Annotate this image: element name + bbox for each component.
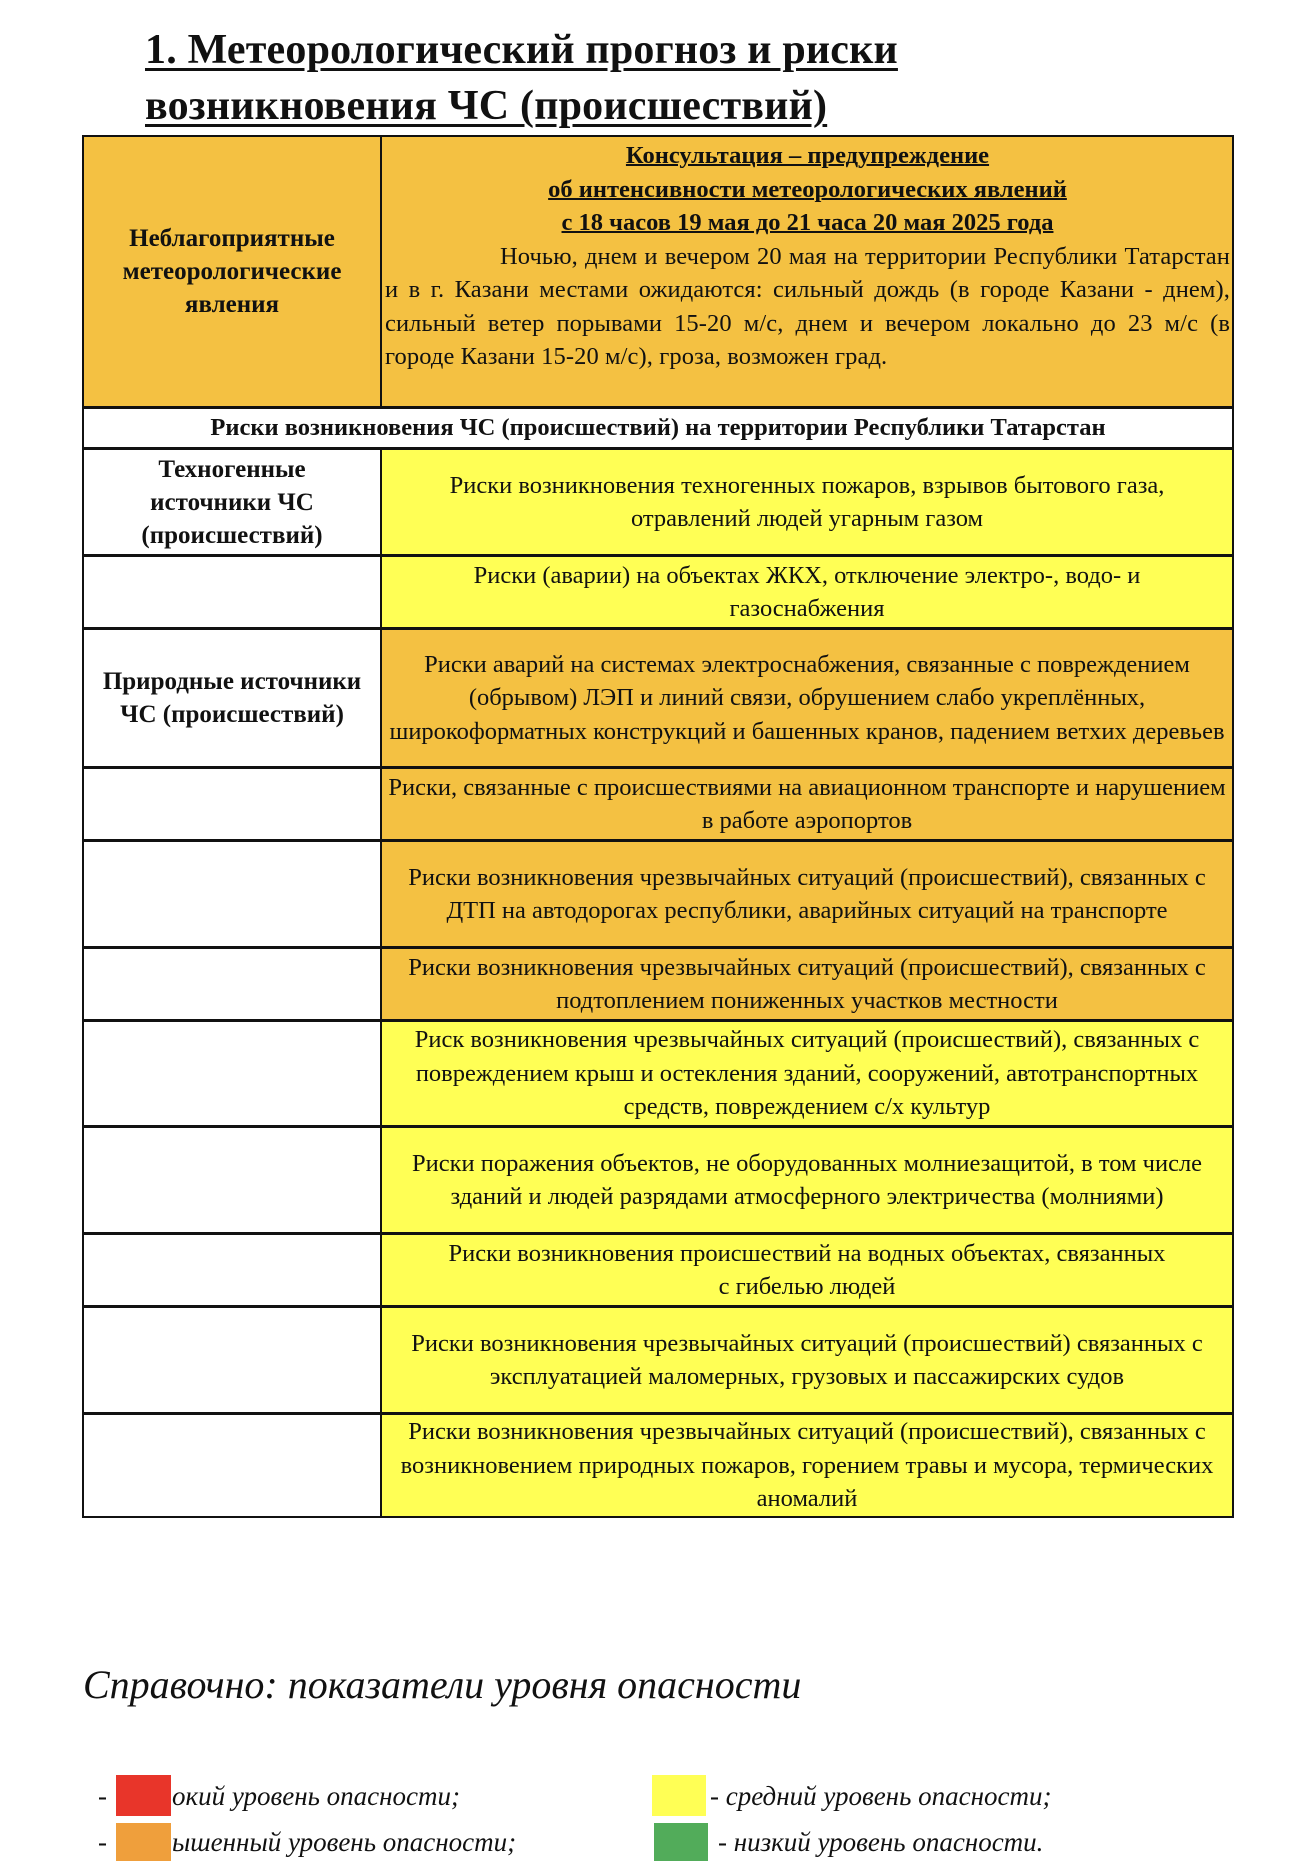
risk-table (82, 135, 1234, 1518)
header-line: явления (184, 291, 280, 318)
category-cell: Природные источники ЧС (происшествий) (84, 630, 382, 766)
table-row (84, 630, 1232, 769)
risk-text: Риски, связанные с происшествиями на авиационном транспорте и нарушением в работе аэропортов (382, 769, 1232, 839)
risks-section-header (84, 409, 1232, 450)
risk-text: Риски возникновения происшествий на водных объектах, связанных с гибелью людей (382, 1235, 1232, 1305)
table-row (84, 557, 1232, 630)
table-row (84, 1235, 1232, 1308)
risks-section-title: Риски возникновения ЧС (происшествий) на территории Республики Татарстан (210, 414, 1106, 441)
category-cell (84, 1022, 382, 1125)
table-row (84, 1128, 1232, 1235)
risk-text: Риски возникновения чрезвычайных ситуаций (происшествий), связанных с ДТП на автодорогах республики, аварийных ситуаций на транспорте (382, 842, 1232, 946)
table-row (84, 842, 1232, 949)
risk-text: Риски возникновения чрезвычайных ситуаций (происшествий), связанных с подтоплением пониженных участков местности (382, 949, 1232, 1019)
risk-text: Риски аварий на системах электроснабжения, связанные с повреждением (обрывом) ЛЭП и линий связи, обрушением слабо укреплённых, широкоформатных конструкций и башенных кранов, падением ветхих деревьев (382, 630, 1232, 766)
risk-text: Риски возникновения чрезвычайных ситуаций (происшествий) связанных с эксплуатацией маломерных, грузовых и пассажирских судов (382, 1308, 1232, 1412)
table-row (84, 450, 1232, 557)
table-row (84, 769, 1232, 842)
page-title-line-1: 1. Метеорологический прогноз и риски (145, 27, 898, 73)
category-cell (84, 557, 382, 627)
risk-text: Риски (аварии) на объектах ЖКХ, отключение электро-, водо- и газоснабжения (382, 557, 1232, 627)
header-line: метеорологические (122, 258, 342, 285)
category-cell (84, 949, 382, 1019)
category-cell (84, 769, 382, 839)
category-cell (84, 842, 382, 946)
legend-swatch-elevated (116, 1823, 171, 1861)
legend-swatch-medium (652, 1775, 706, 1816)
category-cell (84, 1308, 382, 1412)
table-row (84, 1415, 1232, 1516)
table-row (84, 1308, 1232, 1415)
forecast-row (84, 137, 1232, 409)
page-title (145, 22, 1145, 134)
table-row (84, 949, 1232, 1022)
forecast-title-line-1: Консультация – предупреждение (625, 142, 990, 169)
forecast-period: с 18 часов 19 мая до 21 часа 20 мая 2025 года (561, 209, 1054, 236)
header-line: Неблагоприятные (129, 225, 335, 252)
legend-swatch-low (654, 1823, 708, 1861)
category-cell (84, 1235, 382, 1305)
forecast-title-line-2: об интенсивности метеорологических явлений (548, 175, 1067, 203)
adverse-phenomena-header (84, 137, 382, 406)
forecast-text: Ночью, днем и вечером 20 мая на территории Республики Татарстан и в г. Казани местами ожидаются: сильный дождь (в городе Казани - днем), сильный ветер порывами 15-20 м/с, днем и вечером локально до 23 м/с (в городе Казани 15-20 м/с), гроза, возможен град. (385, 242, 1230, 370)
legend-label-low: - низкий уровень опасности. (718, 1827, 1044, 1857)
forecast-cell (382, 137, 1232, 406)
risk-text: Риски возникновения чрезвычайных ситуаций (происшествий), связанных с возникновением природных пожаров, горением травы и мусора, термических аномалий (382, 1415, 1232, 1516)
table-row (84, 1022, 1232, 1128)
risk-text: Риск возникновения чрезвычайных ситуаций (происшествий), связанных с повреждением крыш и остекления зданий, сооружений, автотранспортных средств, повреждением с/х культур (382, 1022, 1232, 1125)
page-title-line-2: возникновения ЧС (происшествий) (145, 83, 828, 129)
legend-swatch-high (116, 1775, 171, 1816)
legend-label-medium: - средний уровень опасности; (710, 1781, 1052, 1811)
legend-dash-elevated: - (98, 1827, 107, 1857)
legend-label-elevated: ышенный уровень опасности; (172, 1827, 517, 1857)
risk-text: Риски возникновения техногенных пожаров, взрывов бытового газа, отравлений людей угарным газом (382, 450, 1232, 554)
category-cell (84, 1415, 382, 1516)
risk-text: Риски поражения объектов, не оборудованных молниезащитой, в том числе зданий и людей разрядами атмосферного электричества (молниями) (382, 1128, 1232, 1232)
legend-title: Справочно: показатели уровня опасности (83, 1662, 802, 1707)
legend-dash-high: - (98, 1781, 107, 1811)
legend-label-high: окий уровень опасности; (172, 1781, 460, 1811)
category-cell: Техногенные источники ЧС (происшествий) (84, 450, 382, 554)
category-cell (84, 1128, 382, 1232)
